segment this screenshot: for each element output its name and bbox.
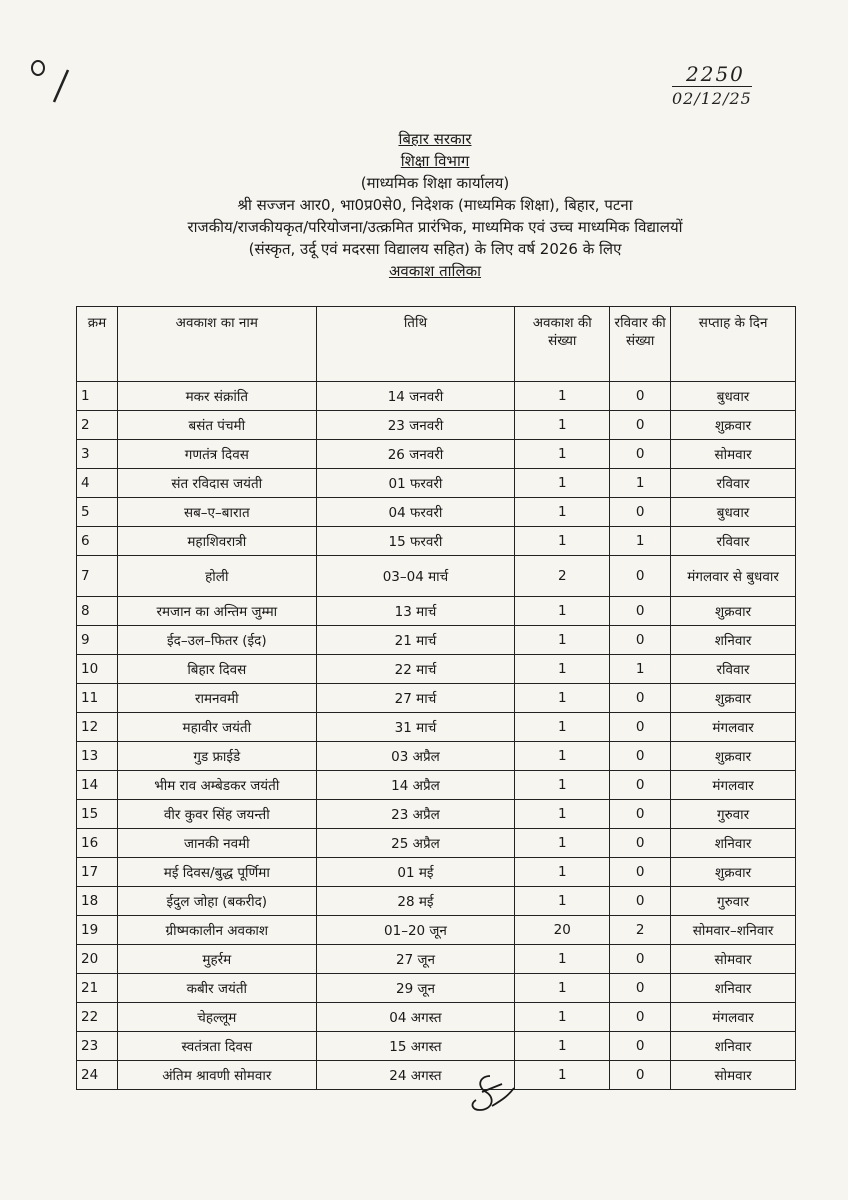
cell-sunday-count: 0 xyxy=(610,1003,671,1032)
cell-sunday-count: 0 xyxy=(610,858,671,887)
table-row xyxy=(77,742,796,771)
cell-holiday-count: 1 xyxy=(515,382,610,411)
cell-weekday: मंगलवार xyxy=(671,771,796,800)
cell-sunday-count: 0 xyxy=(610,945,671,974)
cell-holiday-name: संत रविदास जयंती xyxy=(117,469,316,498)
cell-holiday-name: ग्रीष्मकालीन अवकाश xyxy=(117,916,316,945)
cell-date: 27 जून xyxy=(316,945,515,974)
cell-weekday: शनिवार xyxy=(671,829,796,858)
cell-holiday-name: मकर संक्रांति xyxy=(117,382,316,411)
office-name: (माध्यमिक शिक्षा कार्यालय) xyxy=(360,174,510,192)
cell-holiday-name: बसंत पंचमी xyxy=(117,411,316,440)
cell-sunday-count: 0 xyxy=(610,974,671,1003)
table-row xyxy=(77,916,796,945)
cell-serial: 11 xyxy=(77,684,118,713)
cell-sunday-count: 0 xyxy=(610,411,671,440)
cell-serial: 24 xyxy=(77,1061,118,1090)
table-row xyxy=(77,713,796,742)
cell-sunday-count: 0 xyxy=(610,626,671,655)
schools-line: राजकीय/राजकीयकृत/परियोजना/उत्क्रमित प्रारंभिक, माध्यमिक एवं उच्च माध्यमिक विद्यालयों xyxy=(187,218,683,236)
cell-date: 21 मार्च xyxy=(316,626,515,655)
margin-mark-icon xyxy=(30,56,80,106)
cell-holiday-name: महावीर जयंती xyxy=(117,713,316,742)
cell-weekday: शुक्रवार xyxy=(671,684,796,713)
cell-serial: 19 xyxy=(77,916,118,945)
cell-date: 23 जनवरी xyxy=(316,411,515,440)
director-line: श्री सज्जन आर0, भा0प्र0से0, निदेशक (माध्यमिक शिक्षा), बिहार, पटना xyxy=(237,196,633,214)
table-row xyxy=(77,974,796,1003)
cell-date: 14 अप्रैल xyxy=(316,771,515,800)
cell-weekday: शुक्रवार xyxy=(671,597,796,626)
cell-serial: 23 xyxy=(77,1032,118,1061)
table-row xyxy=(77,800,796,829)
cell-holiday-name: गुड फ्राईडे xyxy=(117,742,316,771)
cell-serial: 3 xyxy=(77,440,118,469)
cell-weekday: सोमवार xyxy=(671,945,796,974)
cell-serial: 5 xyxy=(77,498,118,527)
cell-weekday: मंगलवार से बुधवार xyxy=(671,556,796,597)
cell-serial: 9 xyxy=(77,626,118,655)
cell-serial: 8 xyxy=(77,597,118,626)
cell-holiday-name: वीर कुवर सिंह जयन्ती xyxy=(117,800,316,829)
cell-weekday: बुधवार xyxy=(671,382,796,411)
cell-sunday-count: 0 xyxy=(610,440,671,469)
cell-serial: 7 xyxy=(77,556,118,597)
cell-holiday-count: 1 xyxy=(515,887,610,916)
cell-weekday: शुक्रवार xyxy=(671,742,796,771)
cell-holiday-name: भीम राव अम्बेडकर जयंती xyxy=(117,771,316,800)
cell-holiday-count: 1 xyxy=(515,829,610,858)
cell-holiday-count: 1 xyxy=(515,800,610,829)
cell-serial: 17 xyxy=(77,858,118,887)
cell-date: 29 जून xyxy=(316,974,515,1003)
table-row xyxy=(77,655,796,684)
cell-weekday: शुक्रवार xyxy=(671,858,796,887)
cell-holiday-name: रमजान का अन्तिम जुम्मा xyxy=(117,597,316,626)
cell-holiday-name: गणतंत्र दिवस xyxy=(117,440,316,469)
cell-date: 03 अप्रैल xyxy=(316,742,515,771)
cell-holiday-name: मई दिवस/बुद्ध पूर्णिमा xyxy=(117,858,316,887)
cell-holiday-count: 1 xyxy=(515,974,610,1003)
cell-sunday-count: 0 xyxy=(610,382,671,411)
cell-serial: 16 xyxy=(77,829,118,858)
cell-holiday-name: स्वतंत्रता दिवस xyxy=(117,1032,316,1061)
table-row xyxy=(77,771,796,800)
cell-holiday-name: बिहार दिवस xyxy=(117,655,316,684)
cell-date: 26 जनवरी xyxy=(316,440,515,469)
cell-sunday-count: 2 xyxy=(610,916,671,945)
cell-sunday-count: 0 xyxy=(610,498,671,527)
cell-holiday-count: 1 xyxy=(515,771,610,800)
table-row xyxy=(77,858,796,887)
cell-holiday-name: मुहर्रम xyxy=(117,945,316,974)
table-row xyxy=(77,829,796,858)
cell-weekday: शनिवार xyxy=(671,974,796,1003)
cell-date: 01 फरवरी xyxy=(316,469,515,498)
cell-sunday-count: 0 xyxy=(610,800,671,829)
cell-weekday: रविवार xyxy=(671,469,796,498)
document-header xyxy=(90,128,780,282)
cell-holiday-count: 1 xyxy=(515,440,610,469)
cell-date: 28 मई xyxy=(316,887,515,916)
cell-holiday-count: 1 xyxy=(515,1032,610,1061)
cell-serial: 14 xyxy=(77,771,118,800)
table-header-row xyxy=(77,307,796,382)
holiday-table xyxy=(76,306,796,1090)
cell-weekday: रविवार xyxy=(671,527,796,556)
reference-date: 02/12/25 xyxy=(672,86,752,108)
cell-date: 22 मार्च xyxy=(316,655,515,684)
table-row xyxy=(77,527,796,556)
cell-holiday-count: 1 xyxy=(515,945,610,974)
cell-date: 04 फरवरी xyxy=(316,498,515,527)
cell-date: 25 अप्रैल xyxy=(316,829,515,858)
cell-date: 03–04 मार्च xyxy=(316,556,515,597)
table-row xyxy=(77,887,796,916)
cell-date: 01 मई xyxy=(316,858,515,887)
cell-date: 24 अगस्त xyxy=(316,1061,515,1090)
cell-weekday: गुरुवार xyxy=(671,887,796,916)
cell-weekday: सोमवार–शनिवार xyxy=(671,916,796,945)
cell-serial: 10 xyxy=(77,655,118,684)
cell-holiday-name: चेहल्लूम xyxy=(117,1003,316,1032)
cell-holiday-count: 20 xyxy=(515,916,610,945)
table-row xyxy=(77,440,796,469)
document-title: अवकाश तालिका xyxy=(388,262,482,280)
cell-holiday-name: होली xyxy=(117,556,316,597)
cell-holiday-name: ईदुल जोहा (बकरीद) xyxy=(117,887,316,916)
cell-date: 15 फरवरी xyxy=(316,527,515,556)
schools-line-2: (संस्कृत, उर्दू एवं मदरसा विद्यालय सहित) के लिए वर्ष 2026 के लिए xyxy=(248,240,622,258)
cell-weekday: गुरुवार xyxy=(671,800,796,829)
cell-serial: 12 xyxy=(77,713,118,742)
cell-holiday-count: 1 xyxy=(515,742,610,771)
cell-holiday-count: 2 xyxy=(515,556,610,597)
cell-date: 15 अगस्त xyxy=(316,1032,515,1061)
table-row xyxy=(77,1003,796,1032)
cell-holiday-name: महाशिवरात्री xyxy=(117,527,316,556)
cell-serial: 13 xyxy=(77,742,118,771)
cell-holiday-name: रामनवमी xyxy=(117,684,316,713)
table-row xyxy=(77,626,796,655)
cell-sunday-count: 0 xyxy=(610,829,671,858)
cell-weekday: शनिवार xyxy=(671,1032,796,1061)
cell-date: 27 मार्च xyxy=(316,684,515,713)
column-header-date: तिथि xyxy=(316,307,515,382)
table-row xyxy=(77,382,796,411)
column-header-holiday-name: अवकाश का नाम xyxy=(117,307,316,382)
cell-sunday-count: 1 xyxy=(610,655,671,684)
cell-sunday-count: 0 xyxy=(610,1032,671,1061)
cell-sunday-count: 0 xyxy=(610,771,671,800)
cell-holiday-name: ईद–उल–फितर (ईद) xyxy=(117,626,316,655)
cell-weekday: रविवार xyxy=(671,655,796,684)
table-row xyxy=(77,498,796,527)
cell-holiday-name: जानकी नवमी xyxy=(117,829,316,858)
cell-weekday: शुक्रवार xyxy=(671,411,796,440)
cell-weekday: शनिवार xyxy=(671,626,796,655)
cell-weekday: सोमवार xyxy=(671,1061,796,1090)
cell-holiday-count: 1 xyxy=(515,684,610,713)
table-row xyxy=(77,1032,796,1061)
cell-sunday-count: 1 xyxy=(610,469,671,498)
cell-holiday-count: 1 xyxy=(515,469,610,498)
cell-sunday-count: 0 xyxy=(610,1061,671,1090)
cell-serial: 6 xyxy=(77,527,118,556)
cell-holiday-count: 1 xyxy=(515,1061,610,1090)
cell-sunday-count: 0 xyxy=(610,556,671,597)
cell-holiday-count: 1 xyxy=(515,713,610,742)
cell-serial: 1 xyxy=(77,382,118,411)
signature-icon xyxy=(462,1070,522,1120)
department-name: शिक्षा विभाग xyxy=(400,152,470,170)
table-row xyxy=(77,411,796,440)
column-header-sunday-count: रविवार की संख्या xyxy=(610,307,671,382)
cell-holiday-name: सब–ए–बारात xyxy=(117,498,316,527)
cell-date: 31 मार्च xyxy=(316,713,515,742)
cell-sunday-count: 0 xyxy=(610,887,671,916)
cell-date: 13 मार्च xyxy=(316,597,515,626)
cell-holiday-count: 1 xyxy=(515,858,610,887)
table-row xyxy=(77,597,796,626)
cell-holiday-count: 1 xyxy=(515,527,610,556)
cell-serial: 15 xyxy=(77,800,118,829)
cell-serial: 21 xyxy=(77,974,118,1003)
cell-holiday-count: 1 xyxy=(515,626,610,655)
table-row xyxy=(77,684,796,713)
reference-number: 2250 xyxy=(686,62,745,86)
cell-sunday-count: 1 xyxy=(610,527,671,556)
cell-holiday-count: 1 xyxy=(515,1003,610,1032)
cell-serial: 4 xyxy=(77,469,118,498)
table-row xyxy=(77,556,796,597)
cell-serial: 20 xyxy=(77,945,118,974)
cell-holiday-name: कबीर जयंती xyxy=(117,974,316,1003)
cell-sunday-count: 0 xyxy=(610,742,671,771)
cell-sunday-count: 0 xyxy=(610,597,671,626)
table-row xyxy=(77,469,796,498)
cell-date: 14 जनवरी xyxy=(316,382,515,411)
cell-holiday-count: 1 xyxy=(515,597,610,626)
government-name: बिहार सरकार xyxy=(398,130,472,148)
column-header-weekday: सप्ताह के दिन xyxy=(671,307,796,382)
cell-serial: 22 xyxy=(77,1003,118,1032)
cell-date: 04 अगस्त xyxy=(316,1003,515,1032)
cell-date: 23 अप्रैल xyxy=(316,800,515,829)
cell-sunday-count: 0 xyxy=(610,713,671,742)
cell-holiday-name: अंतिम श्रावणी सोमवार xyxy=(117,1061,316,1090)
table-row xyxy=(77,1061,796,1090)
cell-weekday: मंगलवार xyxy=(671,713,796,742)
cell-holiday-count: 1 xyxy=(515,655,610,684)
reference-stamp xyxy=(672,62,752,108)
table-row xyxy=(77,945,796,974)
cell-holiday-count: 1 xyxy=(515,498,610,527)
cell-weekday: मंगलवार xyxy=(671,1003,796,1032)
cell-weekday: सोमवार xyxy=(671,440,796,469)
cell-sunday-count: 0 xyxy=(610,684,671,713)
column-header-holiday-count: अवकाश की संख्या xyxy=(515,307,610,382)
cell-serial: 2 xyxy=(77,411,118,440)
cell-date: 01–20 जून xyxy=(316,916,515,945)
table-body xyxy=(77,382,796,1090)
cell-weekday: बुधवार xyxy=(671,498,796,527)
cell-serial: 18 xyxy=(77,887,118,916)
cell-holiday-count: 1 xyxy=(515,411,610,440)
column-header-serial: क्रम xyxy=(77,307,118,382)
